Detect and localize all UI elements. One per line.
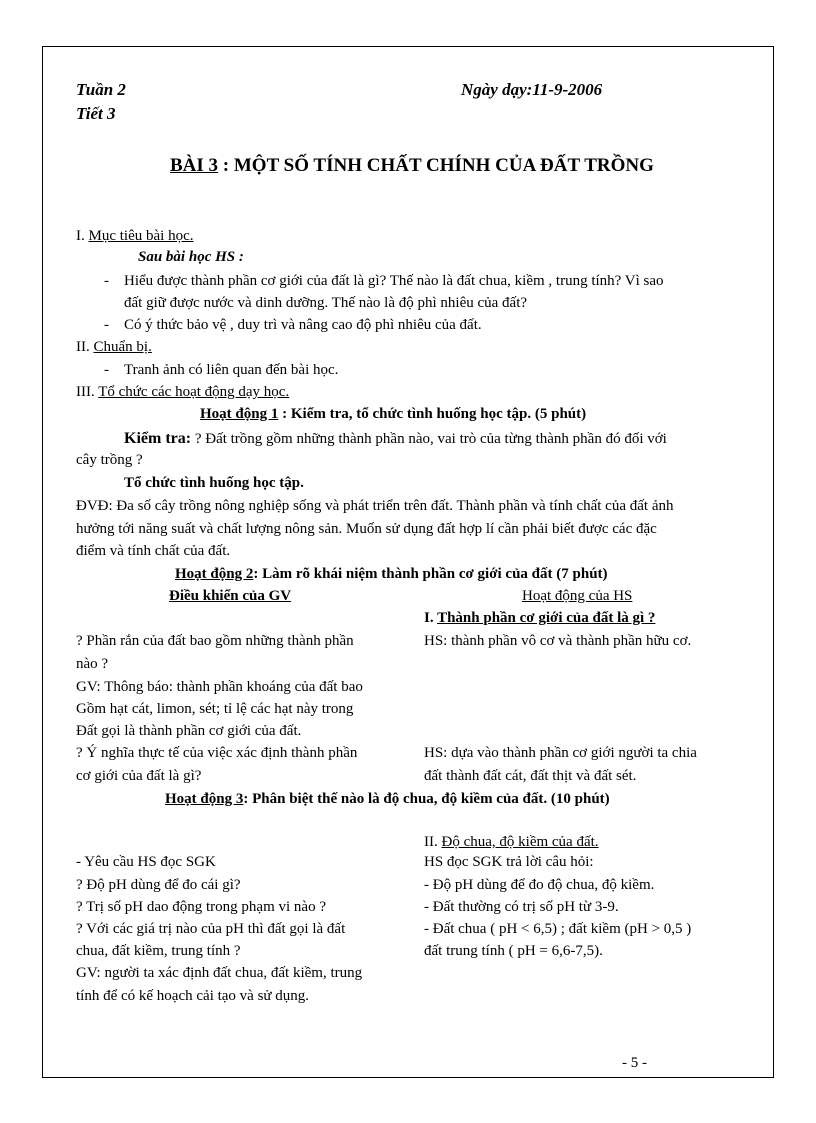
section1-sub: Sau bài học HS : — [138, 249, 244, 265]
activity3-heading: Hoạt động 3: Phân biệt thế nào là độ chua, độ kiềm của đất. (10 phút) — [165, 791, 610, 807]
hs-line: HS: thành phần vô cơ và thành phần hữu cơ. — [424, 633, 692, 649]
gv-line: ? Phần rắn của đất bao gồm những thành phần — [76, 633, 354, 649]
activity1-heading: Hoạt động 1 : Kiểm tra, tổ chức tình huống học tập. (5 phút) — [200, 406, 587, 422]
dvd-line: hưởng tới năng suất và chất lượng nông sản. Muốn sử dụng đất hợp lí cần phải biết được các đặc — [76, 521, 657, 537]
situation-heading: Tổ chức tình huống học tập. — [124, 475, 304, 491]
section2-heading: II. Chuẩn bị. — [76, 339, 152, 355]
hs-line: - Đất chua ( pH < 6,5) ; đất kiềm (pH > 0,5 ) — [424, 921, 692, 937]
hs-heading-1: I. Thành phần cơ giới của đất là gì ? — [424, 610, 656, 626]
gv-line: Đất gọi là thành phần cơ giới của đất. — [76, 723, 302, 739]
check-question-cont: cây trồng ? — [76, 452, 143, 468]
column-hs-heading: Hoạt động của HS — [522, 588, 633, 604]
gv-line: chua, đất kiềm, trung tính ? — [76, 943, 241, 959]
bullet-dash: - — [104, 362, 109, 378]
bullet-dash: - — [104, 317, 109, 333]
objective-line: Có ý thức bảo vệ , duy trì và nâng cao độ phì nhiêu của đất. — [124, 317, 482, 333]
gv-line: ? Ý nghĩa thực tế của việc xác định thành phần — [76, 745, 358, 761]
bullet-dash: - — [104, 273, 109, 289]
gv-line: - Yêu cầu HS đọc SGK — [76, 854, 216, 870]
lesson-title — [170, 155, 654, 177]
section3-heading: III. Tổ chức các hoạt động dạy học. — [76, 384, 290, 400]
gv-line: cơ giới của đất là gì? — [76, 768, 202, 784]
objective-line: đất giữ được nước và dinh dưỡng. Thế nào là độ phì nhiêu của đất? — [124, 295, 528, 311]
gv-line: tính để có kế hoạch cải tạo và sử dụng. — [76, 988, 310, 1004]
dvd-line: ĐVĐ: Đa số cây trồng nông nghiệp sống và phát triển trên đất. Thành phần và tính chất của đất ảnh — [76, 498, 674, 514]
preparation-line: Tranh ảnh có liên quan đến bài học. — [124, 362, 339, 378]
period-label: Tiết 3 — [76, 104, 116, 123]
hs-line: - Độ pH dùng để đo độ chua, độ kiềm. — [424, 877, 655, 893]
gv-line: nào ? — [76, 656, 109, 672]
gv-line: Gồm hạt cát, limon, sét; tỉ lệ các hạt này trong — [76, 701, 354, 717]
column-gv-heading: Điều khiển của GV — [169, 588, 292, 604]
hs-line: HS: dựa vào thành phần cơ giới người ta chia — [424, 745, 697, 761]
hs-line: đất thành đất cát, đất thịt và đất sét. — [424, 768, 637, 784]
lesson-number: BÀI 3 — [170, 155, 219, 176]
lesson-title-text: : MỘT SỐ TÍNH CHẤT CHÍNH CỦA ĐẤT TRỒNG — [218, 155, 654, 176]
gv-line: ? Độ pH dùng để đo cái gì? — [76, 877, 241, 893]
section1-heading: I. Mục tiêu bài học. — [76, 228, 194, 244]
page-number: - 5 - — [622, 1055, 647, 1071]
activity2-heading: Hoạt động 2: Làm rõ khái niệm thành phần cơ giới của đất (7 phút) — [175, 566, 608, 582]
dvd-line: điểm và tính chất của đất. — [76, 543, 231, 559]
hs-line: đất trung tính ( pH = 6,6-7,5). — [424, 943, 603, 959]
teaching-date: Ngày dạy:11-9-2006 — [461, 80, 603, 99]
hs-line: HS đọc SGK trả lời câu hỏi: — [424, 854, 594, 870]
gv-line: GV: Thông báo: thành phần khoáng của đất bao — [76, 679, 363, 695]
week-label: Tuần 2 — [76, 80, 126, 99]
check-question: Kiểm tra: ? Đất trồng gồm những thành phần nào, vai trò của từng thành phần đó đối với — [124, 430, 667, 447]
gv-line: GV: người ta xác định đất chua, đất kiềm, trung — [76, 965, 363, 981]
hs-heading-2: II. Độ chua, độ kiềm của đất. — [424, 834, 599, 850]
gv-line: ? Với các giá trị nào của pH thì đất gọi là đất — [76, 921, 346, 937]
gv-line: ? Trị số pH dao động trong phạm vi nào ? — [76, 899, 326, 915]
objective-line: Hiểu được thành phần cơ giới của đất là gì? Thế nào là đất chua, kiềm , trung tính? Vì sao — [124, 273, 664, 289]
hs-line: - Đất thường có trị số pH từ 3-9. — [424, 899, 619, 915]
